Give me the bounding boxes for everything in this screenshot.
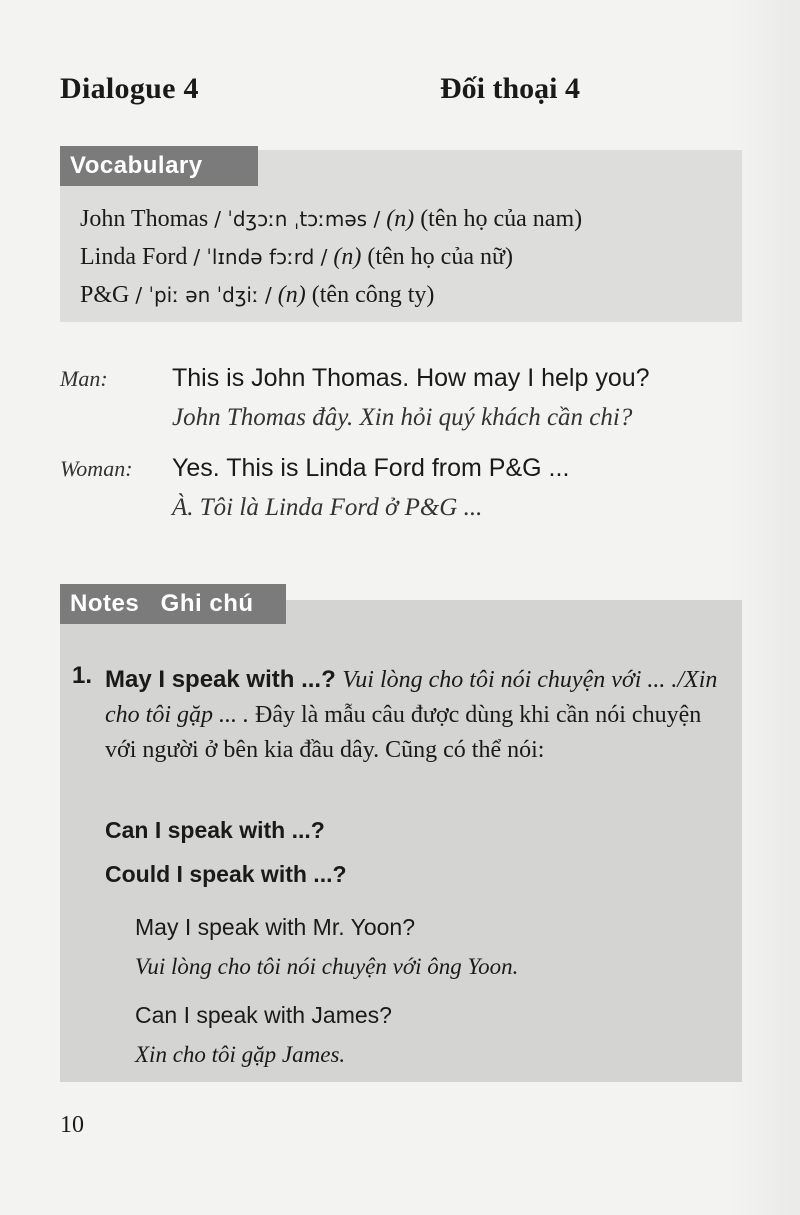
note-phrase-vi: Vui lòng cho tôi nói chuyện với ... ./Xin cho tôi gặp ... .: [105, 667, 718, 728]
vocab-part-of-speech: (n): [386, 206, 415, 232]
vocab-term: John Thomas: [80, 206, 209, 232]
vocab-term: Linda Ford: [80, 244, 188, 270]
dialogue-line-en: This is John Thomas. How may I help you?: [172, 364, 650, 392]
dialogue-header: [60, 72, 580, 112]
vocab-term: P&G: [80, 282, 130, 308]
example-en: May I speak with Mr. Yoon?: [135, 914, 415, 940]
vocab-pronunciation: / ˈlɪndə fɔːrd /: [193, 245, 328, 269]
vocab-part-of-speech: (n): [333, 244, 362, 270]
example-en: Can I speak with James?: [135, 1002, 392, 1028]
note-phrase: May I speak with ...?: [105, 666, 343, 693]
vocab-gloss: (tên công ty): [311, 282, 435, 308]
dialogue-line-vi: John Thomas đây. Xin hỏi quý khách cần chi?: [172, 404, 633, 431]
dialogue-title-vi: Đối thoại 4: [439, 72, 580, 105]
speaker-label: Man:: [60, 366, 108, 391]
example-vi: Xin cho tôi gặp James.: [135, 1042, 346, 1067]
dialogue-line-vi: À. Tôi là Linda Ford ở P&G ...: [172, 494, 483, 521]
example-vi: Vui lòng cho tôi nói chuyện với ông Yoon.: [135, 954, 519, 979]
vocab-gloss: (tên họ của nam): [420, 206, 583, 232]
note-number: 1.: [72, 662, 93, 689]
note-explanation: Đây là mẫu câu được dùng khi cần nói chuyện với người ở bên kia đầu dây. Cũng có thể nói:: [105, 702, 702, 763]
vocabulary-tab: Vocabulary: [60, 146, 258, 186]
page-number: 10: [60, 1112, 84, 1138]
vocab-part-of-speech: (n): [277, 282, 306, 308]
vocab-gloss: (tên họ của nữ): [367, 244, 513, 270]
vocabulary-list: [80, 200, 740, 314]
note-alternative: Could I speak with ...?: [105, 861, 347, 887]
note-alternative: Can I speak with ...?: [105, 817, 325, 843]
notes-tab: Notes Ghi chú: [60, 584, 286, 624]
vocab-item: [80, 200, 740, 238]
note-body: [105, 662, 730, 768]
vocab-pronunciation: / ˈdʒɔːn ˌtɔːməs /: [214, 207, 381, 231]
vocab-item: [80, 238, 740, 276]
vocab-pronunciation: / ˈpiː ən ˈdʒiː /: [135, 283, 272, 307]
speaker-label: Woman:: [60, 456, 133, 481]
dialogue-title-en: Dialogue 4: [60, 72, 199, 105]
dialogue-line-en: Yes. This is Linda Ford from P&G ...: [172, 454, 570, 482]
vocab-item: [80, 276, 740, 314]
